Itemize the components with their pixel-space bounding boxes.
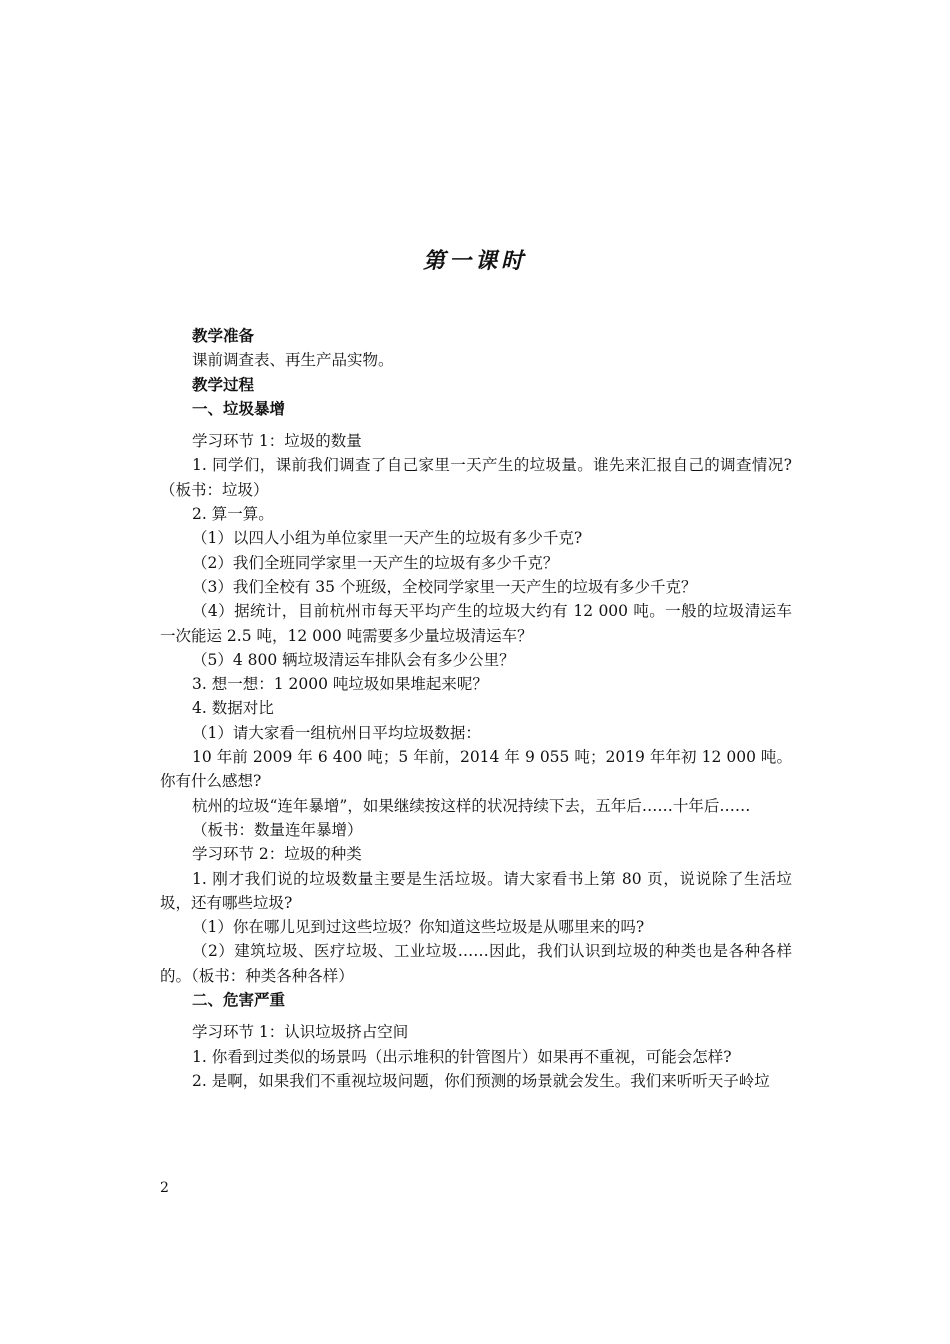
paragraph: （2）建筑垃圾、医疗垃圾、工业垃圾……因此，我们认识到垃圾的种类也是各种各样的。（板书：种类各种各样） [160, 942, 792, 985]
paragraph: 学习环节 2：垃圾的种类 [192, 845, 362, 864]
paragraph: （1）以四人小组为单位家里一天产生的垃圾有多少千克? [192, 529, 583, 548]
paragraph: 学习环节 1：垃圾的数量 [192, 432, 362, 451]
page-title: 第一课时 [422, 248, 527, 274]
paragraph: 4. 数据对比 [192, 699, 274, 718]
paragraph: 学习环节 1：认识垃圾挤占空间 [192, 1023, 409, 1042]
paragraph: （2）我们全班同学家里一天产生的垃圾有多少千克？ [192, 553, 559, 572]
paragraph: 2. 算一算。 [192, 505, 274, 524]
paragraph: （1）你在哪儿见到过这些垃圾？你知道这些垃圾是从哪里来的吗? [192, 918, 645, 937]
section-heading-garbage-surge: 一、垃圾暴增 [192, 399, 286, 418]
paragraph: 1. 刚才我们说的垃圾数量主要是生活垃圾。请大家看书上第 80 页，说说除了生活垃圾，还有哪些垃圾? [160, 869, 792, 912]
paragraph: （1）请大家看一组杭州日平均垃圾数据： [192, 723, 481, 742]
heading-teaching-process: 教学过程 [192, 375, 255, 394]
paragraph: （4）据统计，目前杭州市每天平均产生的垃圾大约有 12 000 吨。一般的垃圾清运车一次能运 2.5 吨，12 000 吨需要多少量垃圾清运车？ [160, 602, 792, 645]
paragraph: 1. 你看到过类似的场景吗（出示堆积的针管图片）如果再不重视，可能会怎样? [192, 1047, 732, 1066]
heading-teaching-prep: 教学准备 [192, 327, 255, 345]
paragraph: 10 年前 2009 年 6 400 吨；5 年前，2014 年 9 055 吨；2019 年年初 12 000 吨。你有什么感想? [160, 748, 792, 791]
document-body [160, 324, 792, 1093]
paragraph: 3. 想一想：1 2000 吨垃圾如果堆起来呢？ [192, 675, 488, 694]
paragraph: （5）4 800 辆垃圾清运车排队会有多少公里？ [192, 650, 515, 669]
paragraph: 杭州的垃圾“连年暴增”，如果继续按这样的状况持续下去，五年后……十年后…… [192, 796, 751, 815]
paragraph: 2. 是啊，如果我们不重视垃圾问题，你们预测的场景就会发生。我们来听听天子岭垃 [192, 1071, 770, 1090]
paragraph: （3）我们全校有 35 个班级，全校同学家里一天产生的垃圾有多少千克？ [192, 577, 697, 596]
page-number: 2 [160, 1180, 169, 1196]
paragraph: （板书：数量连年暴增） [192, 820, 363, 839]
paragraph: 课前调查表、再生产品实物。 [192, 351, 394, 370]
paragraph: 1. 同学们，课前我们调查了自己家里一天产生的垃圾量。谁先来汇报自己的调查情况?（板书：垃圾） [160, 456, 792, 499]
section-heading-serious-harm: 二、危害严重 [192, 991, 286, 1010]
